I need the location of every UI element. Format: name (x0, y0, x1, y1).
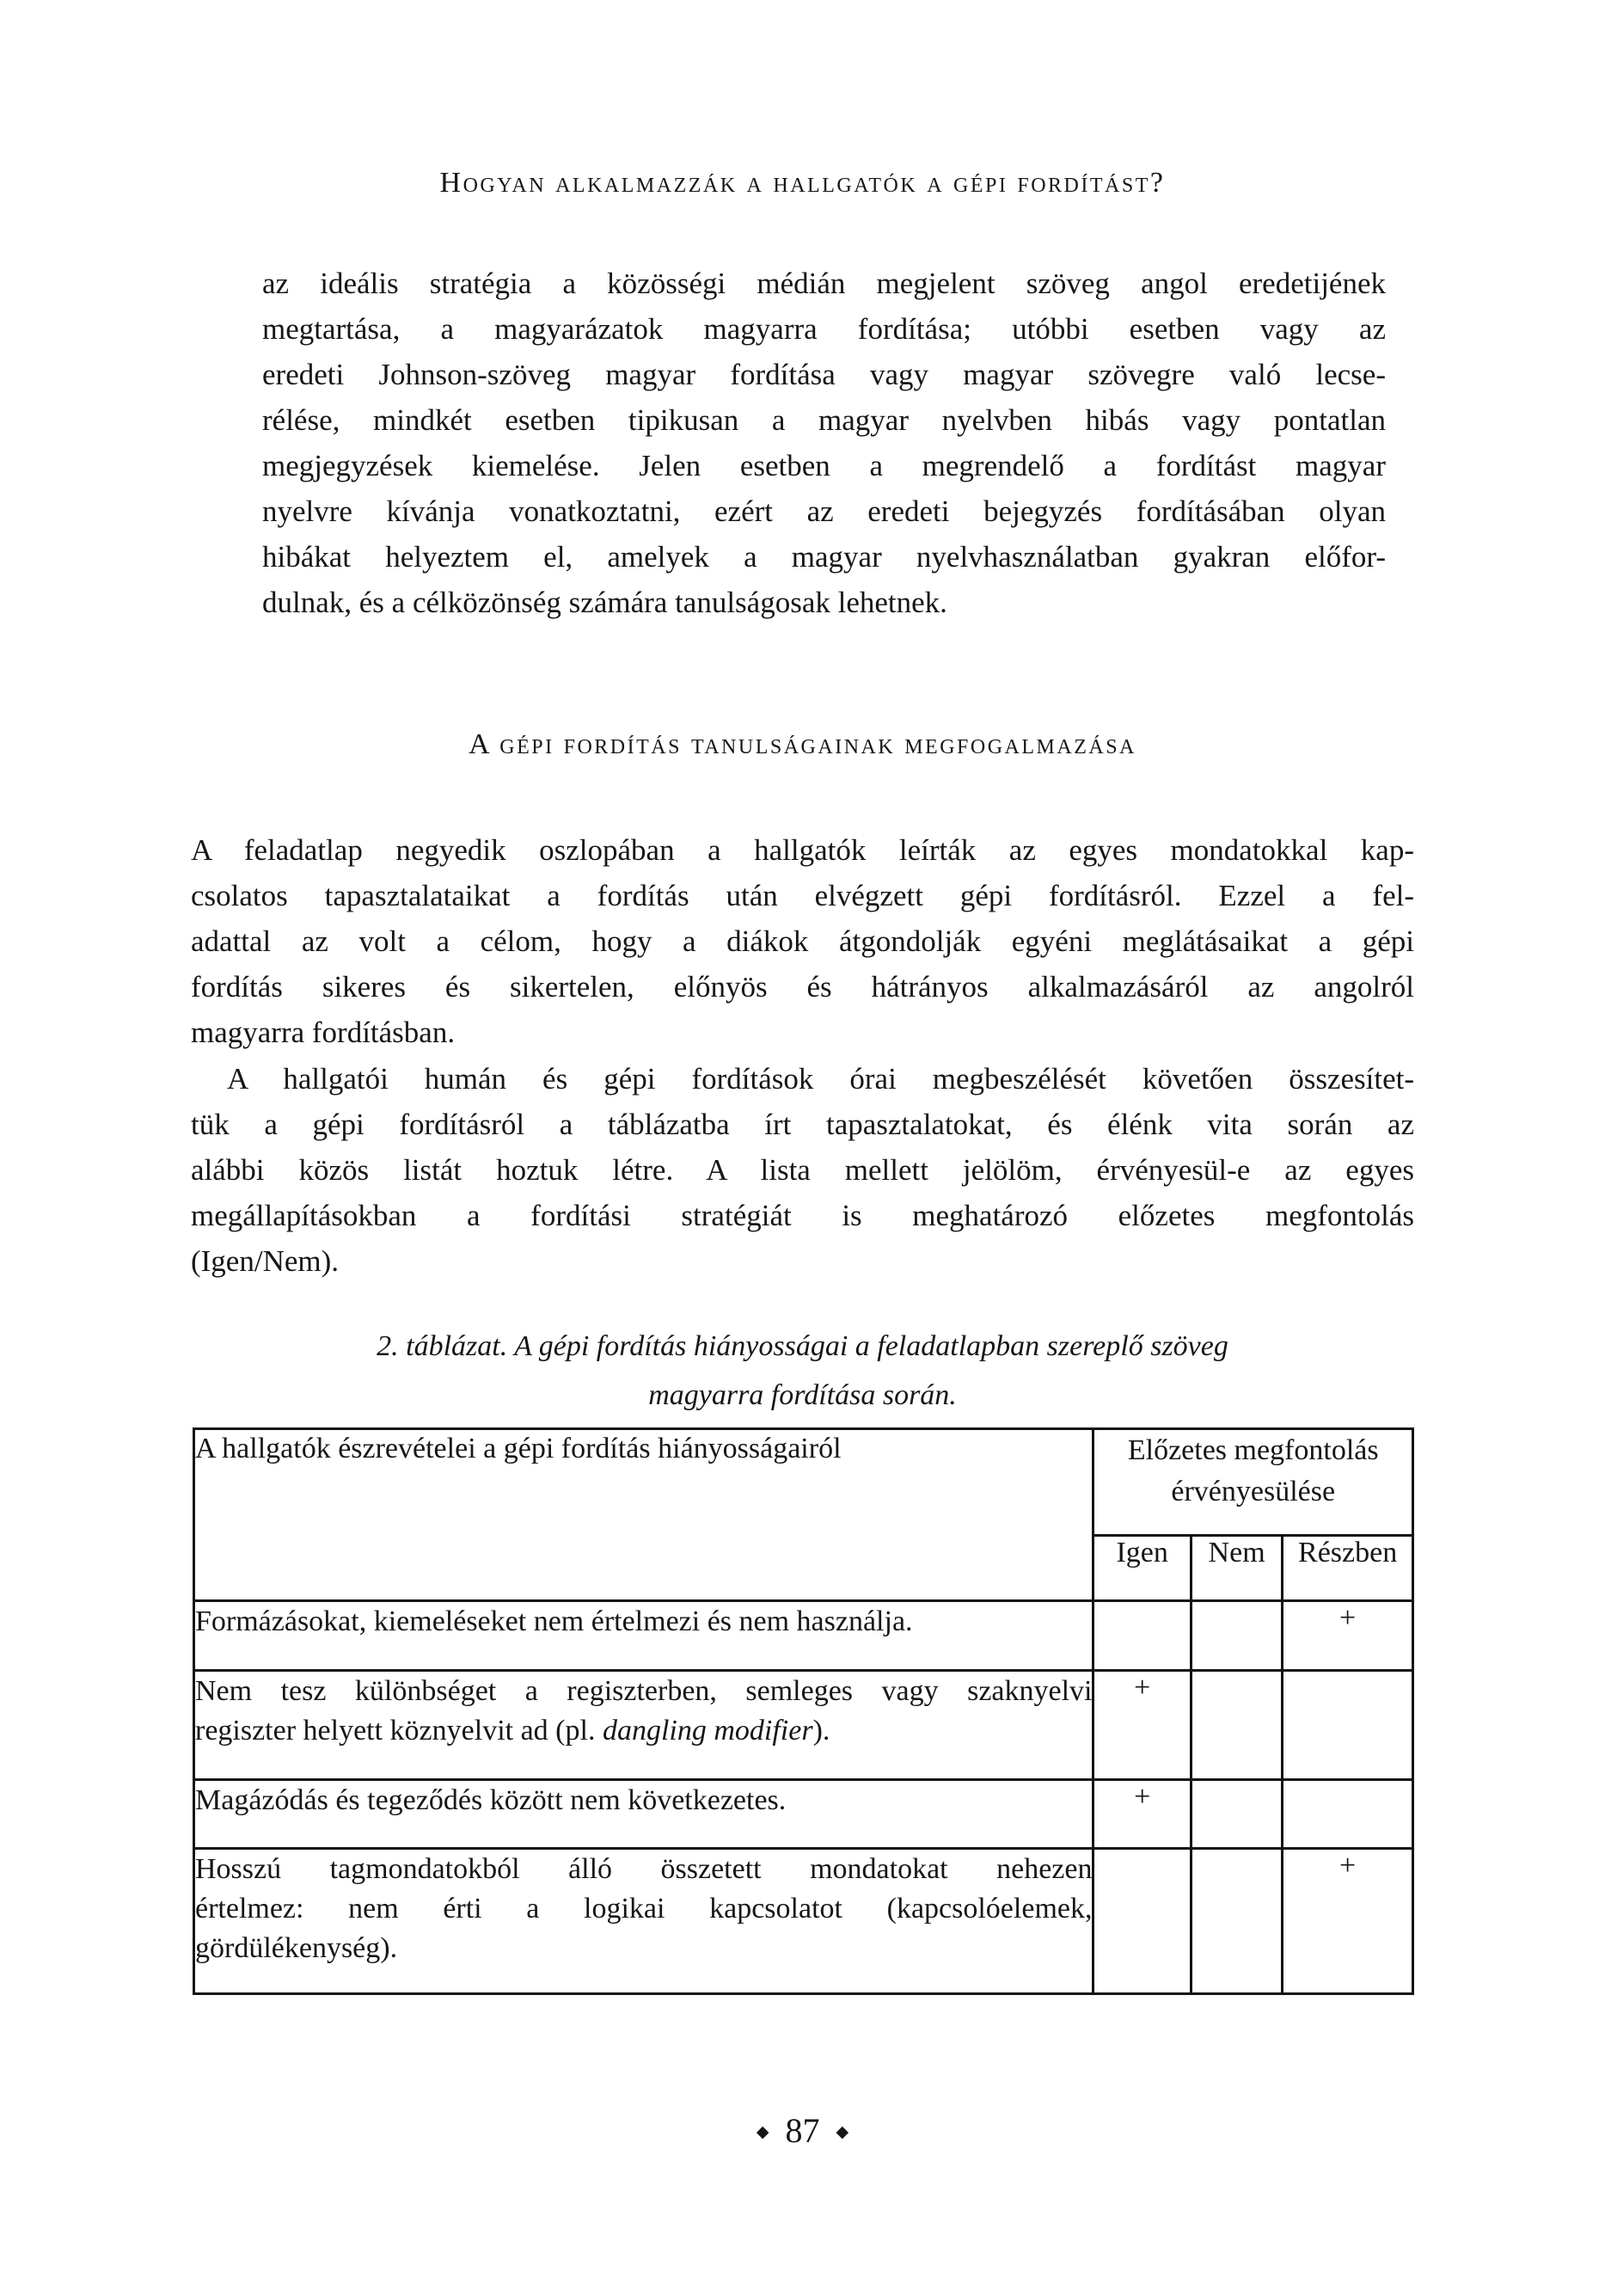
mark-cell-igen (1093, 1849, 1191, 1994)
text-line: az ideális stratégia a közösségi médián megjelent szöveg angol eredetijének (262, 267, 1386, 300)
observation-cell (194, 1601, 1093, 1671)
body-paragraph (191, 1056, 1414, 1284)
text-segment: ). (812, 1715, 830, 1747)
mark-cell-reszben: + (1283, 1601, 1413, 1671)
caption-line: magyarra fordítása során. (648, 1379, 957, 1411)
text-line: értelmez: nem érti a logikai kapcsolatot (kapcsolóelemek, (195, 1893, 1093, 1925)
table-header-row-group (194, 1429, 1413, 1536)
text-line: rélése, mindkét esetben tipikusan a magyar nyelvben hibás vagy pontatlan (262, 403, 1386, 437)
column-header-observations: A hallgatók észrevételei a gépi fordítás hiányosságairól (194, 1429, 1093, 1601)
table-row (194, 1780, 1413, 1849)
text-line: Magázódás és tegeződés között nem következetes. (195, 1784, 787, 1816)
table-row (194, 1671, 1413, 1780)
section-heading: A gépi fordítás tanulságainak megfogalmazása (469, 728, 1136, 760)
running-header: Hogyan alkalmazzák a hallgatók a gépi fordítást? (439, 167, 1166, 199)
text-line: Hosszú tagmondatokból álló összetett mondatokat nehezen (195, 1853, 1093, 1885)
observations-table (193, 1427, 1414, 1995)
text-line: eredeti Johnson-szöveg magyar fordítása vagy magyar szövegre való lecse- (262, 358, 1386, 391)
column-header-nem: Nem (1191, 1536, 1282, 1601)
text-line: magyarra fordításban. (191, 1016, 456, 1049)
text-segment: regiszter helyett köznyelvit ad (pl. (195, 1715, 603, 1747)
page-footer (0, 2111, 1605, 2152)
text-line: gördülékenység). (195, 1932, 398, 1964)
text-line: (Igen/Nem). (191, 1244, 340, 1278)
mark-cell-igen: + (1093, 1671, 1191, 1780)
table-row (194, 1849, 1413, 1994)
column-header-reszben: Részben (1283, 1536, 1413, 1601)
text-line: A hallgatói humán és gépi fordítások órai megbeszélését követően összesítet- (227, 1062, 1414, 1096)
column-header-group: Előzetes megfontolás érvényesülése (1093, 1429, 1413, 1536)
text-line: hibákat helyeztem el, amelyek a magyar nyelvhasználatban gyakran előfor- (262, 540, 1386, 574)
observation-cell (194, 1671, 1093, 1780)
text-line: alábbi közös listát hoztuk létre. A lista mellett jelölöm, érvényesül-e az egyes (191, 1153, 1414, 1187)
mark-cell-nem (1191, 1671, 1282, 1780)
caption-line: 2. táblázat. A gépi fordítás hiányosságai a feladatlapban szereplő szöveg (377, 1330, 1228, 1362)
observation-cell (194, 1849, 1093, 1994)
diamond-ornament-right: ◆ (836, 2123, 849, 2141)
text-line: fordítás sikeres és sikertelen, előnyös és hátrányos alkalmazásáról az angolról (191, 970, 1414, 1004)
text-line: nyelvre kívánja vonatkoztatni, ezért az eredeti bejegyzés fordításában olyan (262, 494, 1386, 528)
page-number: 87 (785, 2111, 820, 2150)
text-line: tük a gépi fordításról a táblázatba írt tapasztalatokat, és élénk vita során az (191, 1108, 1414, 1141)
text-line (195, 1711, 1092, 1751)
text-line: adattal az volt a célom, hogy a diákok átgondolják egyéni meglátásaikat a gépi (191, 924, 1414, 958)
text-line: dulnak, és a célközönség számára tanulságosak lehetnek. (262, 586, 947, 619)
quote-paragraph (262, 261, 1386, 625)
text-line: Formázásokat, kiemeléseket nem értelmezi és nem használja. (195, 1605, 913, 1637)
column-header-igen: Igen (1093, 1536, 1191, 1601)
text-line: megtartása, a magyarázatok magyarra fordítása; utóbbi esetben vagy az (262, 312, 1386, 346)
text-line: megjegyzések kiemelése. Jelen esetben a megrendelő a fordítást magyar (262, 449, 1386, 482)
observation-cell (194, 1780, 1093, 1849)
mark-cell-reszben: + (1283, 1849, 1413, 1994)
text-segment-italic: dangling modifier (602, 1715, 813, 1747)
mark-cell-nem (1191, 1601, 1282, 1671)
mark-cell-nem (1191, 1780, 1282, 1849)
mark-cell-reszben (1283, 1671, 1413, 1780)
mark-cell-igen (1093, 1601, 1191, 1671)
table-row (194, 1601, 1413, 1671)
body-paragraph (191, 827, 1414, 1055)
table-caption (191, 1322, 1414, 1420)
mark-cell-igen: + (1093, 1780, 1191, 1849)
text-line: A feladatlap negyedik oszlopában a hallgatók leírták az egyes mondatokkal kap- (191, 833, 1414, 867)
text-line: csolatos tapasztalataikat a fordítás után elvégzett gépi fordításról. Ezzel a fel- (191, 879, 1414, 912)
text-line: Nem tesz különbséget a regiszterben, semleges vagy szaknyelvi (195, 1675, 1093, 1707)
text-line: megállapításokban a fordítási stratégiát is meghatározó előzetes megfontolás (191, 1199, 1414, 1232)
mark-cell-reszben (1283, 1780, 1413, 1849)
diamond-ornament-left: ◆ (756, 2123, 769, 2141)
mark-cell-nem (1191, 1849, 1282, 1994)
